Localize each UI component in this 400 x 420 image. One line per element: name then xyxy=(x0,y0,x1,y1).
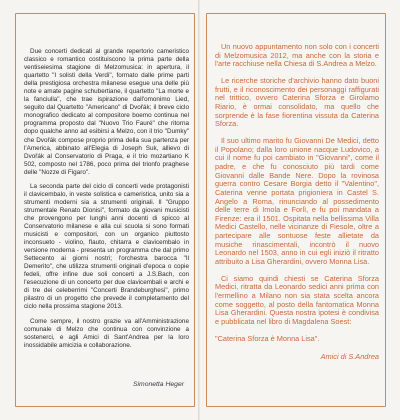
left-panel-text xyxy=(24,48,189,352)
left-paragraph-2: La seconda parte del ciclo di concerti vede protagonisti il clavicembalo, in veste solistica e cameristica, unito sia a strumenti moderni sia a strumenti originali. Il "Gruppo strumentale Renato Dionisi", formato da giovani musicisti che provengono per lunghi anni docenti di spicco al Conservatorio milanese e alla cui scuola si sono formati musicisti e compositori, con un organico piuttosto inconsueto - violino, flauto, chitarra e clavicembalo in versione moderna - presenta un programma che dal primo Settecento ai giorni nostri; l'orchestra barocca "Il Demerito", che utilizza strumenti originali d'epoca o copie fedeli, offre infine due soli concerti a J.S.Bach, con l'esecuzione di un concerto per due clavicembali e archi e di tre dei celeberrimi "Concerti Brandeburghesi", primo pilastro di un progetto che prevede il completamento del ciclo nella prossima stagione 2013. xyxy=(24,182,189,311)
right-paragraph-4: Ci siamo quindi chiesti se Caterina Sforza Medici, ritratta da Leonardo sedici anni prima con l'ermellino a Milano non sia stata scelta ancora come soggetto, al posto della fantomatica Monna Lisa Gherardini. Questa nostra ipotesi è condivisa e pubblicata nel libro di Magdalena Soest: xyxy=(215,273,379,327)
right-paragraph-1: Un nuovo appuntamento non solo con i concerti di Melzomusica 2012, ma anche con la storia e l'arte racchiuse nella Chiesa di S.Andrea a Melzo. xyxy=(215,42,379,69)
left-panel xyxy=(15,13,195,407)
center-fold xyxy=(198,0,200,420)
signature: Simonetta Heger xyxy=(132,381,184,388)
right-panel-text xyxy=(215,43,379,362)
right-panel xyxy=(206,13,386,407)
right-paragraph-2: Le ricerche storiche d'archivio hanno dato buoni frutti, e il riconoscimento dei personaggi raffigurati nel trittico, ovvero Caterina Sforza e Girolamo Riario, è ormai consolidato, ma quello che sorprende è la fase fiorentina vissuta da Caterina Sforza. xyxy=(215,75,379,129)
left-paragraph-3: Come sempre, il nostro grazie va all'Amministrazione comunale di Melzo che continua con convinzione a sostenerci, e agli Amici di Sant'Andrea per la loro inossidabile amicizia e collaborazione. xyxy=(24,317,189,349)
left-paragraph-1: Due concerti dedicati al grande repertorio cameristico classico e romantico costituiscono la prima parte della ventiseiesima stagione di Melzomusica: in apertura, il quartetto "I solisti della Verdi", formato dalle prime parti della prestigiosa orchestra milanese esegue una delle più note e amate pagine schubertiane, il quartetto "La morte e la fanciulla", che trae ispirazione dall'omonimo Lied, seguito dal Quartetto "Americano" di Dvořák; il breve ciclo monografico dedicato al compositore boemo continua nel programma proposto dal "Nuovo Trio Fauré" che ritorna dopo qualche anno ad esibirsi a Melzo, con il trio "Dumky" che Dvořák compose proprio prima della sua partenza per l'America, abbinato all'Elegia di Joseph Suk, allievo di Dvořák al Conservatorio di Praga, e il trio mozartiano K 502, composto nel 1786, poco prima del trionfo praghese delle "Nozze di Figaro". xyxy=(24,48,189,176)
amici-signature: Amici di S.Andrea xyxy=(320,352,379,362)
right-paragraph-3: Il suo ultimo marito fu Giovanni De Medici, detto il Popolano; dalla loro unione nacque Ludovico, a cui il nome fu poi cambiato in "Giovanni", come il padre, e che fu conosciuto più tardi come Giovanni dalle Bande Nere. Dopo la rovinosa guerra contro Cesare Borgia detto il "Valentino", Caterina venne portata prigioniera in Castel S. Angelo a Roma, rinunciando al possedimento delle terre di Imola e Forlì, e fu poi mandata a Firenze: era il 1501. Ospitata nella bellissima Villa Medici Castello, nelle vicinanze di Fiesole, oltre a partecipare alle sontuose feste allietate da musiche rinascimentali, incontrò il nuovo Leonardo nel 1503, anno in cui egli iniziò il ritratto attribuito a Lisa Gherardini, ovvero Monna Lisa. xyxy=(215,135,379,267)
book-title-quote: "Caterina Sforza è Monna Lisa". xyxy=(215,333,320,343)
